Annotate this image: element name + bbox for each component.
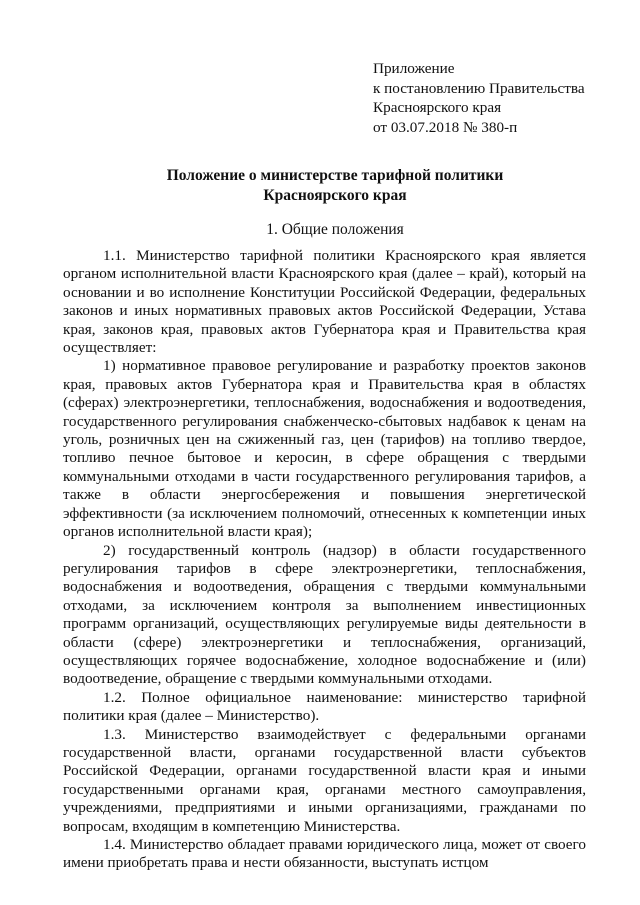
appendix-block bbox=[373, 59, 633, 137]
paragraph-1-1: 1.1. Министерство тарифной политики Красноярского края является органом исполнительной власти Красноярского края (далее – край), который на основании и во исполнение Конституции Российской Федерации, федеральных законов и иных нормативных правовых актов Российской Федерации, Устава края, законов края, правовых актов Губернатора края и Правительства края осуществляет: bbox=[63, 247, 586, 357]
document-body bbox=[63, 247, 586, 873]
document-title bbox=[100, 166, 570, 205]
appendix-line-4: от 03.07.2018 № 380-п bbox=[373, 118, 518, 136]
paragraph-item-1: 1) нормативное правовое регулирование и разработку проектов законов края, правовых актов Губернатора края и Правительства края в областях (сферах) электроэнергетики, теплоснабжения, водоснабжения и водоотведения, государственного регулирования снабженческо-сбытовых надбавок к ценам на уголь, розничных цен на сжиженный газ, цен (тарифов) на топливо твердое, топливо печное бытовое и керосин, в сфере обращения с твердыми коммунальными отходами в части государственного регулирования тарифов, а также в области энергосбережения и повышения энергетической эффективности (за исключением полномочий, отнесенных к компетенции иных органов исполнительной власти края); bbox=[63, 357, 586, 541]
paragraph-item-2: 2) государственный контроль (надзор) в области государственного регулирования тарифов в сфере электроэнергетики, теплоснабжения, водоснабжения и водоотведения, обращения с твердыми коммунальными отходами, за исключением контроля за выполнением инвестиционных программ организаций, осуществляющих регулируемые виды деятельности в области (сфере) электроэнергетики и теплоснабжения, организаций, осуществляющих горячее водоснабжение, холодное водоснабжение и (или) водоотведение, обращение с твердыми коммунальными отходами. bbox=[63, 541, 586, 688]
title-line-1: Положение о министерстве тарифной политики bbox=[166, 167, 504, 184]
section-heading: 1. Общие положения bbox=[266, 221, 404, 238]
appendix-line-2: к постановлению Правительства bbox=[373, 79, 585, 97]
appendix-line-3: Красноярского края bbox=[373, 99, 502, 116]
appendix-line-1: Приложение bbox=[373, 60, 455, 77]
paragraph-1-4: 1.4. Министерство обладает правами юридического лица, может от своего имени приобретать права и нести обязанности, выступать истцом bbox=[63, 836, 586, 872]
paragraph-1-2: 1.2. Полное официальное наименование: министерство тарифной политики края (далее – Министерство). bbox=[63, 688, 586, 725]
paragraph-1-3: 1.3. Министерство взаимодействует с федеральными органами государственной власти, органами государственной власти субъектов Российской Федерации, органами государственной власти края и иными государственными органами края, органами местного самоуправления, учреждениями, предприятиями и иными организациями, гражданами по вопросам, входящим в компетенцию Министерства. bbox=[63, 725, 586, 835]
title-line-2: Красноярского края bbox=[263, 186, 407, 204]
